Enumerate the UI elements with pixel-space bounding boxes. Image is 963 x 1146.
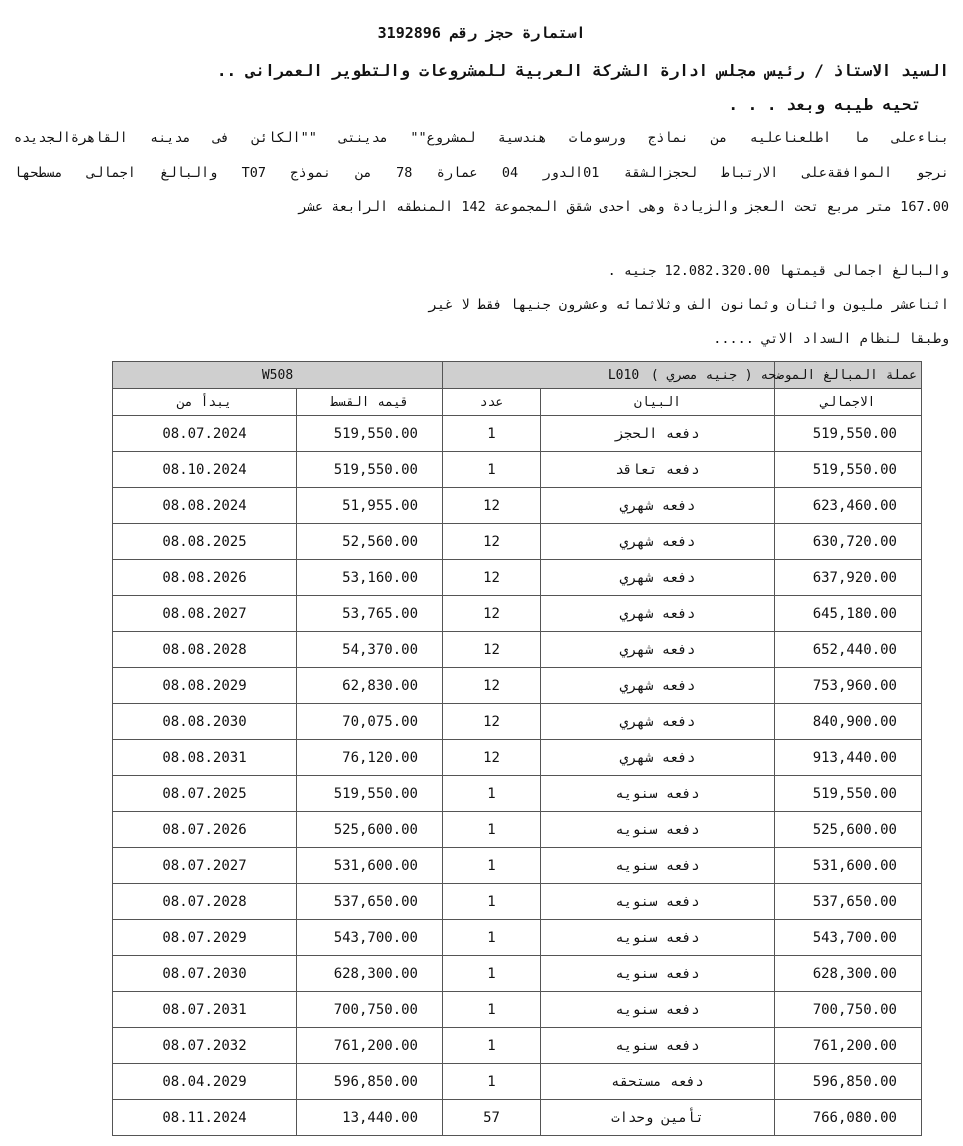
cell-count: 1 [443, 992, 541, 1028]
table-header-band [113, 362, 922, 389]
cell-installment: 76,120.00 [297, 740, 443, 776]
table-row [113, 812, 922, 848]
cell-description: دفعه شهري [541, 740, 775, 776]
cell-count: 1 [443, 884, 541, 920]
cell-count: 1 [443, 776, 541, 812]
cell-start-date: 08.08.2028 [113, 632, 297, 668]
table-row [113, 560, 922, 596]
cell-total: 913,440.00 [775, 740, 922, 776]
col-start: يبدأ من [113, 389, 297, 416]
cell-total: 761,200.00 [775, 1028, 922, 1064]
cell-description: دفعه شهري [541, 632, 775, 668]
cell-count: 57 [443, 1100, 541, 1136]
col-installment: قيمه القسط [297, 389, 443, 416]
cell-total: 700,750.00 [775, 992, 922, 1028]
cell-description: دفعه سنويه [541, 956, 775, 992]
table-row [113, 956, 922, 992]
cell-installment: 531,600.00 [297, 848, 443, 884]
cell-start-date: 08.07.2025 [113, 776, 297, 812]
cell-description: دفعه سنويه [541, 1028, 775, 1064]
cell-start-date: 08.08.2031 [113, 740, 297, 776]
cell-total: 519,550.00 [775, 452, 922, 488]
cell-installment: 537,650.00 [297, 884, 443, 920]
payment-schedule-table [112, 361, 922, 1136]
cell-description: دفعه سنويه [541, 920, 775, 956]
cell-start-date: 08.07.2027 [113, 848, 297, 884]
cell-installment: 519,550.00 [297, 416, 443, 452]
cell-start-date: 08.07.2024 [113, 416, 297, 452]
cell-description: دفعه شهري [541, 488, 775, 524]
cell-count: 12 [443, 704, 541, 740]
table-row [113, 992, 922, 1028]
table-row [113, 776, 922, 812]
form-title: استمارة حجز رقم 3192896 [377, 24, 586, 42]
cell-description: تأمين وحدات [541, 1100, 775, 1136]
cell-start-date: 08.07.2031 [113, 992, 297, 1028]
cell-start-date: 08.08.2026 [113, 560, 297, 596]
cell-installment: 53,160.00 [297, 560, 443, 596]
cell-total: 652,440.00 [775, 632, 922, 668]
cell-description: دفعه شهري [541, 596, 775, 632]
cell-start-date: 08.07.2030 [113, 956, 297, 992]
cell-description: دفعه سنويه [541, 992, 775, 1028]
table-row [113, 848, 922, 884]
total-in-words-line: اثناعشر مليون واثنان وثمانون الف وثلاثمائه وعشرون جنيها فقط لا غير [428, 297, 949, 313]
body-line-3: 167.00 متر مربع تحت العجز والزيادة وهى احدى شقق المجموعة 142 المنطقه الرابعة عشر [298, 199, 949, 215]
table-row [113, 488, 922, 524]
cell-start-date: 08.08.2024 [113, 488, 297, 524]
table-row [113, 704, 922, 740]
cell-total: 628,300.00 [775, 956, 922, 992]
cell-installment: 596,850.00 [297, 1064, 443, 1100]
cell-start-date: 08.10.2024 [113, 452, 297, 488]
cell-count: 1 [443, 848, 541, 884]
cell-description: دفعه سنويه [541, 776, 775, 812]
cell-start-date: 08.08.2025 [113, 524, 297, 560]
body-line-1: بناءعلى ما اطلعناعليه من نماذج ورسومات هندسية لمشروع"" مدينتى ""الكائن فى مدينه القاهرةالجديده [14, 130, 949, 146]
cell-description: دفعه تعاقد [541, 452, 775, 488]
cell-description: دفعه سنويه [541, 884, 775, 920]
cell-start-date: 08.07.2032 [113, 1028, 297, 1064]
cell-start-date: 08.08.2029 [113, 668, 297, 704]
table-row [113, 668, 922, 704]
table-row [113, 632, 922, 668]
cell-description: دفعه شهري [541, 668, 775, 704]
cell-description: دفعه الحجز [541, 416, 775, 452]
cell-count: 12 [443, 596, 541, 632]
greeting-line: تحيه طيبه وبعد . . . [728, 95, 921, 114]
cell-start-date: 08.04.2029 [113, 1064, 297, 1100]
cell-total: 630,720.00 [775, 524, 922, 560]
cell-installment: 519,550.00 [297, 452, 443, 488]
cell-count: 1 [443, 416, 541, 452]
cell-total: 840,900.00 [775, 704, 922, 740]
table-row [113, 524, 922, 560]
table-row [113, 1028, 922, 1064]
cell-installment: 70,075.00 [297, 704, 443, 740]
cell-count: 12 [443, 668, 541, 704]
cell-total: 753,960.00 [775, 668, 922, 704]
cell-installment: 543,700.00 [297, 920, 443, 956]
cell-start-date: 08.11.2024 [113, 1100, 297, 1136]
cell-description: دفعه شهري [541, 560, 775, 596]
table-row [113, 920, 922, 956]
cell-installment: 519,550.00 [297, 776, 443, 812]
cell-count: 1 [443, 956, 541, 992]
cell-total: 766,080.00 [775, 1100, 922, 1136]
currency-header: عملة المبالغ الموضحه ( جنيه مصري ) [775, 362, 922, 389]
cell-start-date: 08.07.2029 [113, 920, 297, 956]
total-value-line: والبالغ اجمالى قيمتها 12.082.320.00 جنيه . [607, 263, 949, 279]
cell-installment: 62,830.00 [297, 668, 443, 704]
cell-total: 519,550.00 [775, 416, 922, 452]
table-row [113, 1100, 922, 1136]
cell-total: 525,600.00 [775, 812, 922, 848]
cell-count: 12 [443, 740, 541, 776]
cell-installment: 13,440.00 [297, 1100, 443, 1136]
cell-installment: 54,370.00 [297, 632, 443, 668]
cell-description: دفعه سنويه [541, 848, 775, 884]
cell-total: 623,460.00 [775, 488, 922, 524]
cell-installment: 51,955.00 [297, 488, 443, 524]
cell-count: 12 [443, 560, 541, 596]
cell-installment: 628,300.00 [297, 956, 443, 992]
cell-description: دفعه شهري [541, 524, 775, 560]
col-description: البيان [541, 389, 775, 416]
table-row [113, 1064, 922, 1100]
table-row [113, 452, 922, 488]
table-row [113, 740, 922, 776]
cell-count: 12 [443, 488, 541, 524]
table-column-headers [113, 389, 922, 416]
cell-count: 12 [443, 524, 541, 560]
cell-total: 519,550.00 [775, 776, 922, 812]
cell-total: 596,850.00 [775, 1064, 922, 1100]
cell-start-date: 08.08.2027 [113, 596, 297, 632]
cell-start-date: 08.08.2030 [113, 704, 297, 740]
cell-total: 543,700.00 [775, 920, 922, 956]
body-line-2: نرجو الموافقةعلى الارتباط لحجزالشقة 01الدور 04 عمارة 78 من نموذج T07 والبالغ اجمالى مسطحها [14, 165, 949, 181]
cell-total: 645,180.00 [775, 596, 922, 632]
table-row [113, 884, 922, 920]
table-row [113, 416, 922, 452]
addressee-line: السيد الاستاذ / رئيس مجلس ادارة الشركة العربية للمشروعات والتطوير العمرانى .. [216, 61, 949, 80]
col-total: الاجمالي [775, 389, 922, 416]
code-w508: W508 [113, 362, 443, 389]
table-row [113, 596, 922, 632]
cell-total: 637,920.00 [775, 560, 922, 596]
cell-description: دفعه مستحقه [541, 1064, 775, 1100]
cell-count: 1 [443, 452, 541, 488]
cell-installment: 53,765.00 [297, 596, 443, 632]
col-count: عدد [443, 389, 541, 416]
cell-description: دفعه شهري [541, 704, 775, 740]
cell-count: 12 [443, 632, 541, 668]
cell-installment: 761,200.00 [297, 1028, 443, 1064]
cell-description: دفعه سنويه [541, 812, 775, 848]
cell-installment: 525,600.00 [297, 812, 443, 848]
cell-total: 537,650.00 [775, 884, 922, 920]
cell-installment: 52,560.00 [297, 524, 443, 560]
cell-count: 1 [443, 1028, 541, 1064]
cell-count: 1 [443, 812, 541, 848]
payment-system-intro: وطبقا لنظام السداد الاتي ..... [713, 331, 949, 347]
cell-count: 1 [443, 1064, 541, 1100]
cell-start-date: 08.07.2026 [113, 812, 297, 848]
cell-total: 531,600.00 [775, 848, 922, 884]
cell-start-date: 08.07.2028 [113, 884, 297, 920]
cell-count: 1 [443, 920, 541, 956]
code-l010: L010 [443, 362, 775, 389]
cell-installment: 700,750.00 [297, 992, 443, 1028]
